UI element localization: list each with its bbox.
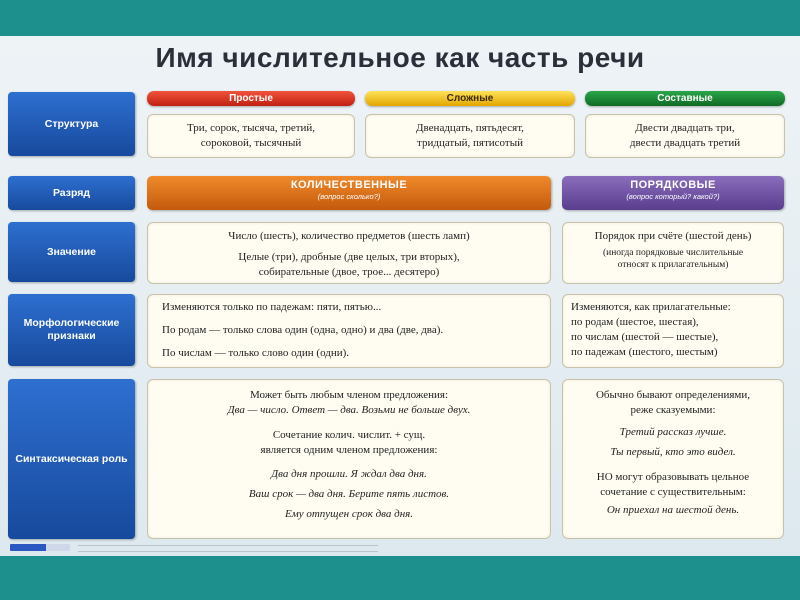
compound-line: двести двадцать третий [629, 137, 741, 149]
morph-line: по родам (шестое, шестая), [571, 316, 699, 328]
meaning-line: Число (шесть), количество предметов (шесть ламп) [228, 230, 470, 242]
morph-line: По числам — только слово один (одни). [162, 347, 350, 359]
ordinal-title: ПОРЯДКОВЫЕ [630, 179, 716, 191]
syntax-line: реже сказуемыми: [630, 404, 716, 416]
complex-examples [365, 114, 575, 158]
meaning-ordinal [562, 222, 784, 284]
syntax-example: Ему отпущен срок два дня. [284, 508, 414, 520]
header-complex: Сложные [365, 91, 575, 106]
fine-print [78, 545, 378, 552]
compound-line: Двести двадцать три, [635, 122, 735, 134]
simple-line: Три, сорок, тысяча, третий, [186, 122, 316, 134]
morph-line: по падежам (шестого, шестым) [571, 346, 718, 358]
label-structure: Структура [8, 92, 135, 156]
meaning-line: собирательные (двое, трое... десятеро) [258, 266, 440, 278]
meaning-quantitative [147, 222, 551, 284]
syntax-example: Третий рассказ лучше. [619, 426, 727, 438]
morph-line: Изменяются, как прилагательные: [571, 301, 731, 313]
complex-line: Двенадцать, пятьдесят, [416, 122, 524, 134]
morph-line: Изменяются только по падежам: пяти, пятью... [162, 301, 382, 313]
quantitative-title: КОЛИЧЕСТВЕННЫЕ [290, 179, 408, 191]
syntax-line: Сочетание колич. числит. + сущ. [272, 429, 426, 441]
quantitative-question: (вопрос сколько?) [317, 192, 381, 201]
ordinal-question: (вопрос который? какой?) [626, 192, 720, 201]
syntax-example: Ваш срок — два дня. Берите пять листов. [248, 488, 450, 500]
syntax-ordinal [562, 379, 784, 539]
ordinal-header [562, 176, 784, 210]
label-morph: Морфологические признаки [8, 294, 135, 366]
meaning-line: Порядок при счёте (шестой день) [594, 230, 752, 242]
header-simple: Простые [147, 91, 355, 106]
publisher-footer [8, 544, 792, 552]
morph-line: По родам — только слова один (одна, одно) и два (две, два). [162, 324, 444, 336]
meaning-line: Целые (три), дробные (две целых, три вторых), [238, 251, 460, 263]
syntax-example: Два — число. Ответ — два. Возьми не больше двух. [227, 404, 471, 416]
syntax-line: НО могут образовывать цельное [596, 471, 750, 483]
complex-line: тридцатый, пятисотый [417, 137, 523, 149]
simple-line: сороковой, тысячный [200, 137, 302, 149]
quantitative-header [147, 176, 551, 210]
publisher-logo [10, 544, 70, 551]
label-syntax: Синтаксическая роль [8, 379, 135, 539]
label-category: Разряд [8, 176, 135, 210]
compound-examples [585, 114, 785, 158]
label-meaning: Значение [8, 222, 135, 282]
page-title: Имя числительное как часть речи [155, 42, 645, 73]
meaning-note: (иногда порядковые числительные [602, 248, 744, 258]
simple-examples [147, 114, 355, 158]
syntax-line: Может быть любым членом предложения: [249, 389, 449, 401]
morph-quantitative [147, 294, 551, 368]
meaning-note: относят к прилагательным) [617, 260, 729, 270]
syntax-line: Обычно бывают определениями, [595, 389, 751, 401]
syntax-quantitative [147, 379, 551, 539]
syntax-example: Он приехал на шестой день. [606, 504, 740, 516]
header-compound: Составные [585, 91, 785, 106]
poster [0, 36, 800, 556]
syntax-line: является одним членом предложения: [260, 444, 438, 456]
morph-line: по числам (шестой — шестые), [571, 331, 719, 343]
syntax-example: Два дня прошли. Я ждал два дня. [271, 468, 427, 480]
syntax-line: сочетание с существительным: [600, 486, 746, 498]
syntax-example: Ты первый, кто это видел. [610, 446, 736, 458]
morph-ordinal [562, 294, 784, 368]
